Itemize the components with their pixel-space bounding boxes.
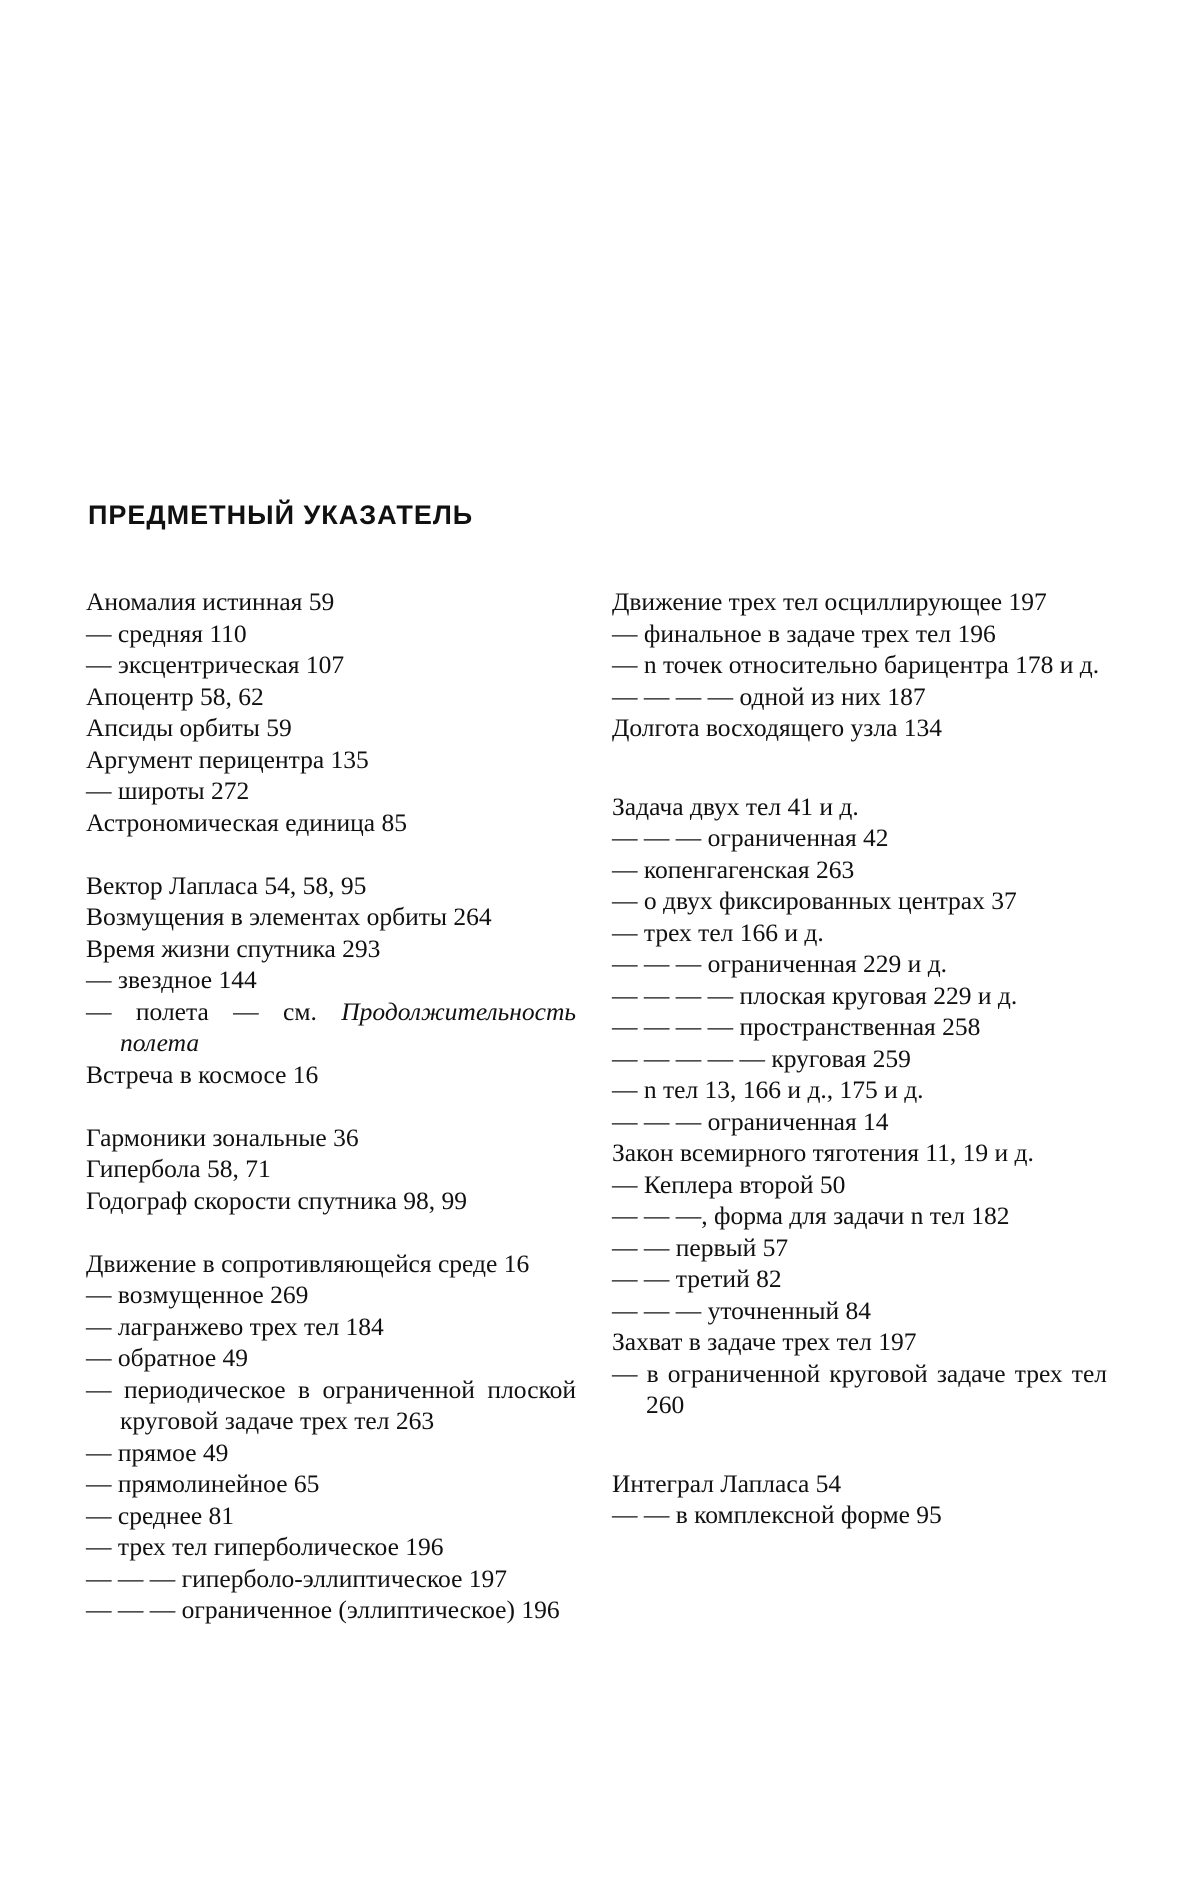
index-column-right	[612, 586, 1107, 1531]
section-gap	[86, 838, 576, 870]
index-entry: Возмущения в элементах орбиты 264	[86, 902, 492, 931]
index-entry: — — — уточненный 84	[612, 1295, 872, 1325]
index-entry: — широты 272	[86, 776, 250, 805]
index-entry: Астрономическая единица 85	[86, 807, 408, 837]
index-entry: — — третий 82	[612, 1264, 782, 1293]
section-gap	[86, 1216, 576, 1248]
index-entry: Апсиды орбиты 59	[86, 713, 292, 742]
index-entry: — трех тел гиперболическое 196	[86, 1532, 444, 1561]
index-entry: — среднее 81	[86, 1500, 235, 1530]
index-entry: — финальное в задаче трех тел 196	[612, 618, 996, 648]
index-entry: — копенгагенская 263	[612, 854, 855, 884]
index-entry: — Кеплера второй 50	[612, 1169, 846, 1199]
index-entry: Аргумент перицентра 135	[86, 744, 369, 774]
index-entry: — обратное 49	[86, 1343, 249, 1372]
index-entry: — о двух фиксированных центрах 37	[612, 886, 1017, 915]
index-entry: Гипербола 58, 71	[86, 1154, 271, 1183]
index-entry: — трех тел 166 и д.	[612, 917, 824, 947]
index-entry: — периодическое в ограниченной плоской круговой задаче трех тел 263	[86, 1374, 576, 1435]
index-entry: — n точек относительно барицентра 178 и д.	[612, 650, 1100, 679]
index-entry: Гармоники зональные 36	[86, 1122, 359, 1152]
index-entry: Долгота восходящего узла 134	[612, 713, 943, 742]
index-entry: — эксцентрическая 107	[86, 650, 345, 679]
index-entry: — — — ограниченная 229 и д.	[612, 949, 948, 978]
index-entry: — прямолинейное 65	[86, 1469, 320, 1498]
index-entry: Движение трех тел осциллирующее 197	[612, 587, 1047, 616]
index-entry: — — — — плоская круговая 229 и д.	[612, 980, 1018, 1010]
index-entry: Закон всемирного тяготения 11, 19 и д.	[612, 1138, 1034, 1167]
index-entry: Встреча в космосе 16	[86, 1059, 319, 1089]
index-entry: — средняя 110	[86, 618, 247, 648]
index-entry: Вектор Лапласа 54, 58, 95	[86, 870, 367, 900]
index-entry: — — —, форма для задачи n тел 182	[612, 1201, 1010, 1230]
index-entry: Время жизни спутника 293	[86, 933, 381, 963]
index-entry: — — в комплексной форме 95	[612, 1500, 942, 1529]
index-entry: — — — — пространственная 258	[612, 1012, 981, 1041]
index-entry: — — — ограниченное (эллиптическое) 196	[86, 1595, 560, 1624]
index-entry: — возмущенное 269	[86, 1280, 309, 1309]
index-entry: — — — гиперболо-эллиптическое 197	[86, 1563, 508, 1593]
section-gap	[612, 1421, 1107, 1468]
index-entry: — — первый 57	[612, 1232, 789, 1262]
index-entry: — — — ограниченная 42	[612, 823, 889, 852]
index-entry: — прямое 49	[86, 1437, 229, 1467]
index-entry: Апоцентр 58, 62	[86, 681, 264, 711]
section-gap	[86, 1090, 576, 1122]
index-entry: — n тел 13, 166 и д., 175 и д.	[612, 1075, 924, 1104]
index-entry: Годограф скорости спутника 98, 99	[86, 1185, 468, 1215]
cross-reference: Продолжительность полета	[120, 996, 576, 1057]
index-entry: Задача двух тел 41 и д.	[612, 791, 859, 821]
index-entry: — — — — — круговая 259	[612, 1043, 911, 1073]
page-title: ПРЕДМЕТНЫЙ УКАЗАТЕЛЬ	[88, 500, 474, 530]
index-entry: — в ограниченной круговой задаче трех тел 260	[612, 1358, 1107, 1419]
index-entry: Аномалия истинная 59	[86, 587, 335, 616]
index-entry: — звездное 144	[86, 965, 257, 994]
index-entry: Движение в сопротивляющейся среде 16	[86, 1248, 530, 1278]
index-entry: Захват в задаче трех тел 197	[612, 1327, 917, 1356]
index-entry: — — — — одной из них 187	[612, 681, 926, 711]
index-entry: — лагранжево трех тел 184	[86, 1311, 384, 1341]
index-entry: Интеграл Лапласа 54	[612, 1468, 842, 1498]
section-gap	[612, 744, 1107, 791]
index-entry: — — — ограниченная 14	[612, 1106, 889, 1136]
index-column-left	[86, 586, 576, 1626]
index-entry: — полета — см. Продолжительность полета	[86, 996, 576, 1057]
